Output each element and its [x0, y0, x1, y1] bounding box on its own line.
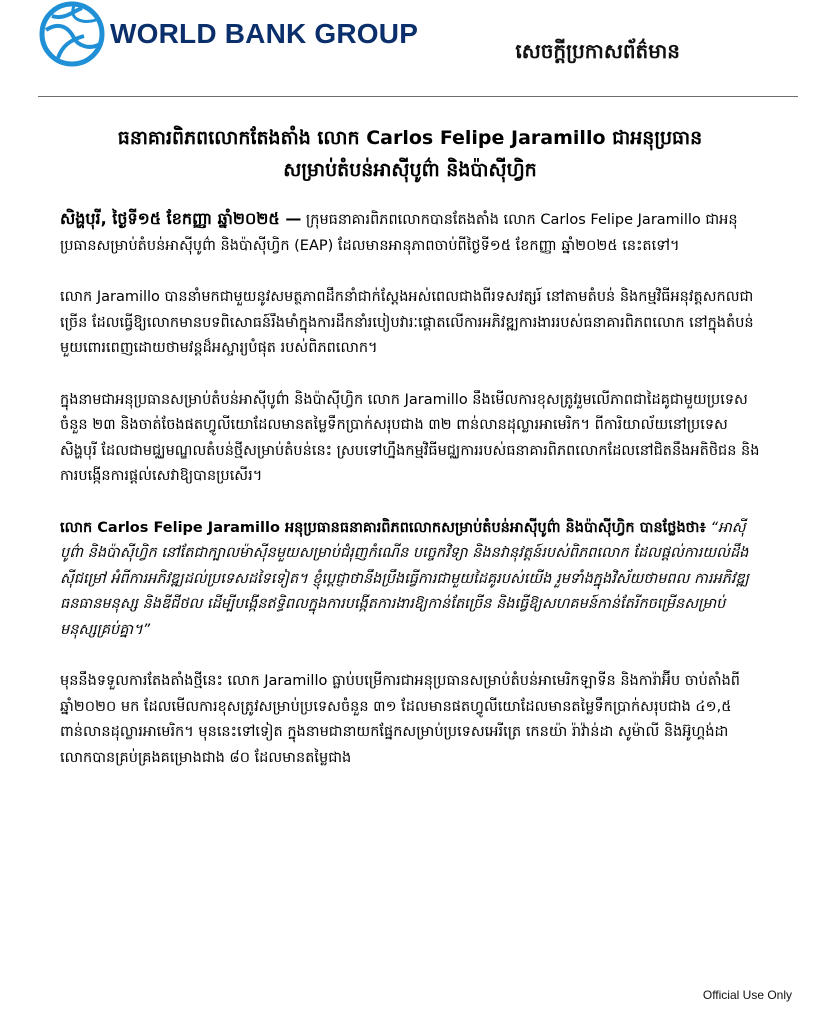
paragraph-4: [60, 516, 760, 644]
paragraph-1-text: ក្រុមធនាគារពិភពលោកបានតែងតាំង លោក Carlos Felipe Jaramillo ជាអនុប្រធានសម្រាប់តំបន់អាស៊ីបូព៌ា និងប៉ាស៊ីហ្វិក (EAP) ដែលមានអានុភាពចាប់ពីថ្ងៃទី១៥ ខែកញ្ញា ឆ្នាំ២០២៥ នេះតទៅ។: [60, 212, 738, 254]
header-divider: [38, 96, 798, 97]
speaker-attribution: លោក Carlos Felipe Jaramillo អនុប្រធានធនាគារពិភពលោកសម្រាប់តំបន់អាស៊ីបូព៌ា និងប៉ាស៊ីហ្វិក បានថ្លែងថា៖: [60, 519, 706, 536]
world-bank-globe-icon: [38, 0, 106, 68]
paragraph-5: មុននឹងទទួលការតែងតាំងថ្មីនេះ លោក Jaramillo ធ្លាប់បម្រើការជាអនុប្រធានសម្រាប់តំបន់អាមេរិកឡាទីន និងការ៉ាអ៊ីប ចាប់តាំងពីឆ្នាំ២០២០ មក ដែលមើលការខុសត្រូវសម្រាប់ប្រទេសចំនួន ៣១ ដែលមានផតហ្វូលីយោដែលមានតម្លៃទឹកប្រាក់សរុបជាង ៤១,៥ ពាន់លានដុល្លារអាមេរិក។ មុននេះទៅទៀត ក្នុងនាមជានាយកផ្នែកសម្រាប់ប្រទេសអេរីត្រេ កេនយ៉ា រ៉ាវ៉ាន់ដា សូម៉ាលី និងអ៊ូហ្គង់ដា លោកបានគ្រប់គ្រងគម្រោងជាង ៨០ ដែលមានតម្លៃជាង: [60, 673, 741, 766]
headline-line-1: ធនាគារពិភពលោកតែងតាំង លោក Carlos Felipe Jaramillo ជាអនុប្រធាន: [117, 127, 703, 149]
paragraph-2: លោក Jaramillo បាននាំមកជាមួយនូវសមត្ថភាពដឹកនាំជាក់ស្តែងអស់ពេលជាងពីរទសវត្សរ៍ នៅតាមតំបន់ និងកម្មវិធីអនុវត្តសកលជាច្រើន ដែលធ្វើឱ្យលោកមានបទពិសោធន៍រឹងមាំក្នុងការដឹកនាំរបៀបវារៈផ្តោតលើការអភិវឌ្ឍការងាររបស់ធនាគារពិភពលោក នៅក្នុងតំបន់មួយពោរពេញដោយថាមវន្តដ៏អស្ចារ្យបំផុត របស់ពិភពលោក។: [60, 289, 754, 356]
press-release-label: សេចក្តីប្រកាសព័ត៌មាន: [515, 39, 680, 63]
page-header: [0, 0, 820, 100]
quote: “អាស៊ីបូព៌ា និងប៉ាស៊ីហ្វិក នៅតែជាក្បាលម៉ាស៊ីនមួយសម្រាប់ជំរុញកំណើន បច្ចេកវិទ្យា និងនវានុវត្តន៍របស់ពិភពលោក ដែលផ្តល់ការយល់ដឹងស៊ីជម្រៅ អំពីការអភិវឌ្ឍដល់ប្រទេសដទៃទៀត។ ខ្ញុំប្តេជ្ញាថានឹងប្រឹងធ្វើការជាមួយដៃគូរបស់យើង រួមទាំងក្នុងវិស័យថាមពល ការអភិវឌ្ឍធនធានមនុស្ស និងឌីជីថល ដើម្បីបង្កើនឥទ្ធិពលក្នុងការបង្កើតការងារឱ្យកាន់តែច្រើន និងធ្វើឱ្យសហគមន៍កាន់តែរីកចម្រើនសម្រាប់មនុស្សគ្រប់គ្នា។”: [60, 519, 749, 638]
brand-name: WORLD BANK GROUP: [110, 18, 419, 49]
headline: [60, 122, 760, 186]
dateline: សិង្ហបុរី, ថ្ងៃទី១៥ ខែកញ្ញា ឆ្នាំ២០២៥ —: [60, 209, 302, 228]
classification-label: Official Use Only: [702, 988, 792, 1002]
article-body: [60, 206, 760, 797]
paragraph-3: ក្នុងនាមជាអនុប្រធានសម្រាប់តំបន់អាស៊ីបូព៌ា និងប៉ាស៊ីហ្វិក លោក Jaramillo នឹងមើលការខុសត្រូវរួមលើភាពជាដៃគូជាមួយប្រទេសចំនួន ២៣ និងចាត់ចែងផតហ្វូលីយោដែលមានតម្លៃទឹកប្រាក់សរុបជាង ៣២ ពាន់លានដុល្លារអាមេរិក។ ពីការិយាល័យនៅប្រទេសសិង្ហបុរី ដែលជាមជ្ឈមណ្ឌលតំបន់ថ្មីសម្រាប់តំបន់នេះ ស្របទៅហ្នឹងកម្មវិធីមជ្ឈការរបស់ធនាគារពិភពលោកដែលនៅជិតនឹងអតិថិជន និងការបង្កើនការផ្តល់សេវាឱ្យបានប្រសើរ។: [60, 391, 760, 484]
paragraph-1: [60, 206, 760, 259]
headline-line-2: សម្រាប់តំបន់អាស៊ីបូព៌ា និងប៉ាស៊ីហ្វិក: [283, 159, 537, 181]
